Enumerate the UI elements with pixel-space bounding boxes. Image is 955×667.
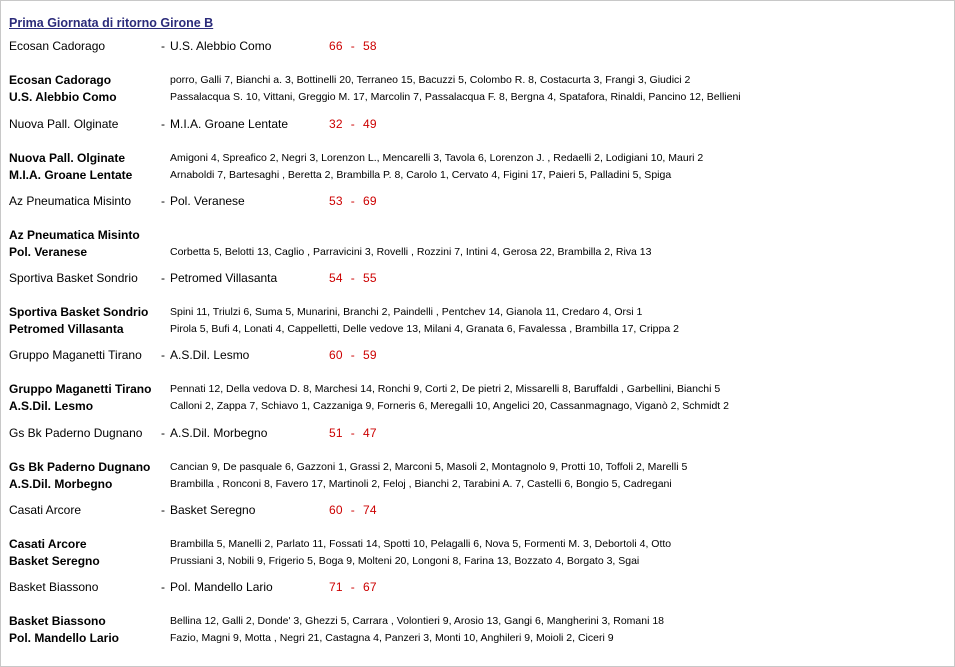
home-roster: [1, 460, 954, 474]
roster-players: Amigoni 4, Spreafico 2, Negri 3, Lorenzon L., Mencarelli 3, Tavola 6, Lorenzon J. , Redaelli 2, Lodigiani 10, Mauri 2: [170, 151, 704, 164]
match-row: [1, 426, 954, 442]
home-team: Nuova Pall. Olginate: [9, 116, 119, 131]
home-team: Az Pneumatica Misinto: [9, 194, 132, 208]
home-team: Gruppo Maganetti Tirano: [9, 348, 142, 362]
team-separator: -: [161, 271, 165, 285]
match-row: [1, 348, 954, 364]
away-score: 59: [362, 348, 377, 362]
team-separator: -: [161, 503, 165, 517]
game-block: [1, 194, 954, 272]
home-roster: [1, 537, 954, 551]
score: [329, 117, 377, 131]
away-roster: [1, 90, 954, 104]
away-roster: [1, 554, 954, 568]
away-team: Basket Seregno: [170, 503, 256, 517]
away-score: 58: [362, 39, 377, 53]
home-roster: [1, 151, 954, 165]
team-separator: -: [161, 425, 165, 440]
home-roster: [1, 228, 954, 242]
away-team: A.S.Dil. Morbegno: [170, 425, 268, 440]
roster-players: porro, Galli 7, Bianchi a. 3, Bottinelli 20, Terraneo 15, Bacuzzi 5, Colombo R. 8, Costacurta 3, Frangi 3, Giudici 2: [170, 74, 691, 86]
roster-team-name: Basket Biassono: [9, 614, 106, 628]
home-score: 60: [329, 503, 343, 517]
score: [329, 426, 377, 440]
home-roster: [1, 73, 954, 87]
score-separator: -: [350, 194, 355, 208]
roster-players: Arnaboldi 7, Bartesaghi , Beretta 2, Brambilla P. 8, Carolo 1, Cervato 4, Figini 17, Paieri 5, Palladini 5, Spiga: [170, 168, 672, 181]
away-team: U.S. Alebbio Como: [170, 39, 272, 53]
score-separator: -: [350, 503, 355, 517]
game-block: [1, 503, 954, 581]
home-score: 54: [329, 271, 343, 285]
game-block: [1, 39, 954, 117]
match-row: [1, 580, 954, 596]
home-team: Sportiva Basket Sondrio: [9, 271, 138, 285]
roster-players: Fazio, Magni 9, Motta , Negri 21, Castagna 4, Panzeri 3, Monti 10, Anghileri 9, Moioli 2, Ciceri 9: [170, 632, 614, 644]
roster-players: Corbetta 5, Belotti 13, Caglio , Parravicini 3, Rovelli , Rozzini 7, Intini 4, Gerosa 22, Brambilla 2, Riva 13: [170, 246, 652, 258]
roster-players: Spini 11, Triulzi 6, Suma 5, Munarini, Branchi 2, Paindelli , Pentchev 14, Gianola 11, Credaro 4, Orsi 1: [170, 306, 643, 318]
away-team: A.S.Dil. Lesmo: [170, 348, 250, 362]
score: [329, 348, 377, 362]
away-score: 55: [362, 271, 377, 285]
team-separator: -: [161, 194, 165, 208]
game-block: [1, 271, 954, 349]
home-roster: [1, 614, 954, 628]
match-row: [1, 271, 954, 287]
away-team: Petromed Villasanta: [170, 271, 278, 285]
score-separator: -: [350, 39, 355, 53]
roster-players: Prussiani 3, Nobili 9, Frigerio 5, Boga 9, Molteni 20, Longoni 8, Farina 13, Bozzato 4, Borgato 3, Sgai: [170, 555, 640, 567]
roster-team-name: Gruppo Maganetti Tirano: [9, 382, 152, 396]
score-separator: -: [350, 580, 355, 594]
match-row: [1, 117, 954, 133]
away-score: 69: [362, 194, 377, 208]
home-score: 66: [329, 39, 343, 53]
roster-team-name: Az Pneumatica Misinto: [9, 228, 140, 242]
roster-players: Calloni 2, Zappa 7, Schiavo 1, Cazzaniga 9, Forneris 6, Meregalli 10, Angelici 20, Cassanmagnago, Viganò 2, Schmidt 2: [170, 400, 729, 412]
away-roster: [1, 245, 954, 259]
roster-team-name: A.S.Dil. Morbegno: [9, 476, 113, 491]
home-score: 53: [329, 194, 343, 208]
away-roster: [1, 631, 954, 645]
away-roster: [1, 168, 954, 182]
home-score: 71: [329, 580, 343, 594]
roster-team-name: Pol. Mandello Lario: [9, 631, 120, 645]
home-score: 51: [329, 425, 343, 440]
score-separator: -: [350, 116, 355, 131]
away-team: Pol. Mandello Lario: [170, 580, 273, 594]
roster-team-name: A.S.Dil. Lesmo: [9, 399, 94, 413]
home-roster: [1, 382, 954, 396]
away-score: 49: [362, 116, 377, 131]
team-separator: -: [161, 580, 165, 594]
away-roster: [1, 322, 954, 336]
away-score: 47: [362, 425, 377, 440]
roster-team-name: U.S. Alebbio Como: [9, 90, 117, 104]
match-row: [1, 194, 954, 210]
roster-team-name: Nuova Pall. Olginate: [9, 150, 126, 165]
score: [329, 580, 377, 594]
game-block: [1, 580, 954, 658]
roster-team-name: Basket Seregno: [9, 554, 100, 568]
match-row: [1, 503, 954, 519]
home-team: Ecosan Cadorago: [9, 39, 106, 53]
roster-players: Passalacqua S. 10, Vittani, Greggio M. 17, Marcolin 7, Passalacqua F. 8, Bergna 4, Spatafora, Rinaldi, Pancino 12, Bellieni: [170, 91, 741, 103]
team-separator: -: [161, 116, 165, 131]
home-team: Casati Arcore: [9, 503, 82, 517]
team-separator: -: [161, 39, 165, 53]
score: [329, 194, 377, 208]
home-team: Basket Biassono: [9, 580, 99, 594]
score-separator: -: [350, 425, 355, 440]
game-block: [1, 348, 954, 426]
score: [329, 503, 377, 517]
roster-team-name: Pol. Veranese: [9, 245, 88, 259]
home-score: 60: [329, 348, 343, 362]
roster-players: Pirola 5, Bufi 4, Lonati 4, Cappelletti, Delle vedove 13, Milani 4, Granata 6, Favalessa , Brambilla 17, Crippa 2: [170, 323, 679, 335]
score: [329, 39, 377, 53]
away-team: Pol. Veranese: [170, 194, 245, 208]
game-block: [1, 426, 954, 504]
home-roster: [1, 305, 954, 319]
page-title[interactable]: Prima Giornata di ritorno Girone B: [9, 16, 214, 30]
roster-team-name: Petromed Villasanta: [9, 322, 124, 336]
roster-players: Pennati 12, Della vedova D. 8, Marchesi 14, Ronchi 9, Corti 2, De pietri 2, Missarelli 8, Baruffaldi , Garbellini, Bianchi 5: [170, 383, 721, 395]
roster-players: Brambilla 5, Manelli 2, Parlato 11, Fossati 14, Spotti 10, Pelagalli 6, Nova 5, Formenti M. 3, Debortoli 4, Otto: [170, 538, 672, 550]
away-score: 67: [362, 580, 377, 594]
score: [329, 271, 377, 285]
roster-players: Bellina 12, Galli 2, Donde' 3, Ghezzi 5, Carrara , Volontieri 9, Arosio 13, Gangi 6, Mangherini 3, Romani 18: [170, 615, 665, 627]
match-row: [1, 39, 954, 55]
roster-team-name: M.I.A. Groane Lentate: [9, 167, 133, 182]
home-score: 32: [329, 116, 343, 131]
away-team: M.I.A. Groane Lentate: [170, 116, 289, 131]
roster-team-name: Gs Bk Paderno Dugnano: [9, 459, 151, 474]
roster-players: Cancian 9, De pasquale 6, Gazzoni 1, Grassi 2, Marconi 5, Masoli 2, Montagnolo 9, Protti 10, Toffoli 2, Marelli 5: [170, 460, 688, 473]
roster-team-name: Ecosan Cadorago: [9, 73, 112, 87]
score-separator: -: [350, 348, 355, 362]
away-roster: [1, 477, 954, 491]
roster-players: Brambilla , Ronconi 8, Favero 17, Martinoli 2, Feloj , Bianchi 2, Tarabini A. 7, Castelli 6, Bongio 5, Cadregani: [170, 477, 672, 490]
roster-team-name: Sportiva Basket Sondrio: [9, 305, 149, 319]
game-block: [1, 117, 954, 195]
team-separator: -: [161, 348, 165, 362]
score-separator: -: [350, 271, 355, 285]
home-team: Gs Bk Paderno Dugnano: [9, 425, 143, 440]
away-score: 74: [362, 503, 377, 517]
roster-team-name: Casati Arcore: [9, 537, 87, 551]
away-roster: [1, 399, 954, 413]
